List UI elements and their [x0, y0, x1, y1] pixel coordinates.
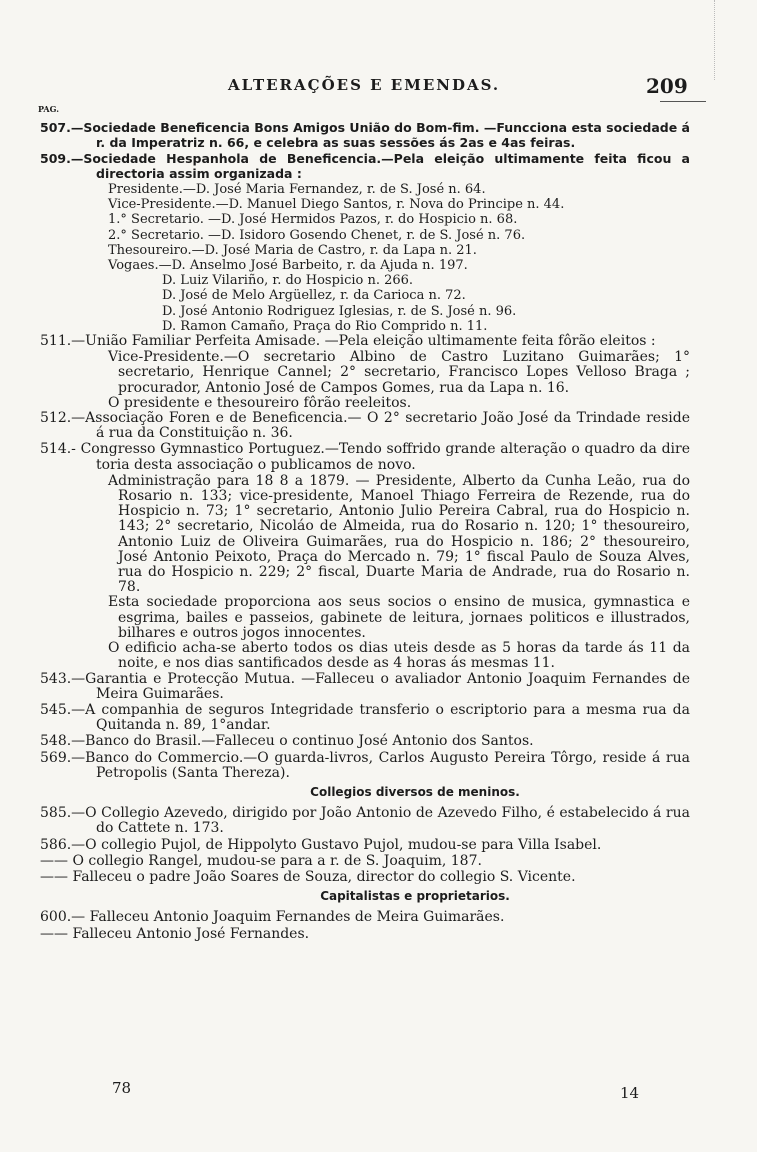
entry-569: 569.—Banco do Commercio.—O guarda-livros, Carlos Augusto Pereira Tôrgo, reside á rua Petropolis (Santa Thereza).	[40, 749, 690, 781]
section-heading-capitalistas: Capitalistas e proprietarios.	[320, 889, 510, 904]
page-content	[30, 120, 690, 943]
entry-512: 512.—Associação Foren e de Beneficencia.— O 2° secretario João José da Trindade reside á rua da Constituição n. 36.	[40, 410, 690, 442]
vogal-line: D. Luiz Vilariño, r. do Hospicio n. 266.	[162, 273, 414, 289]
entry-509: 509.—Sociedade Hespanhola de Beneficencia.—Pela eleição ultimamente feita ficou a directoria assim organizada :	[40, 151, 690, 181]
header-rule	[660, 101, 706, 102]
vogal-line: D. Ramon Camaño, Praça do Rio Comprido n. 11.	[162, 318, 488, 334]
entry-600-cont: —— Falleceu Antonio José Fernandes.	[40, 925, 310, 942]
footer-right-number: 14	[620, 1084, 640, 1102]
edge-marks	[714, 0, 727, 80]
entry-545: 545.—A companhia de seguros Integridade transferio o escriptorio para a mesma rua da Quitanda n. 89, 1°andar.	[40, 701, 690, 734]
directoria-line: 2.° Secretario. —D. Isidoro Gosendo Chenet, r. de S. José n. 76.	[108, 227, 526, 243]
entry-586: 586.—O collegio Pujol, de Hippolyto Gustavo Pujol, mudou-se para Villa Isabel.	[40, 836, 602, 853]
entry-514-para: Esta sociedade proporciona aos seus socios o ensino de musica, gymnastica e esgrima, bailes e passeios, gabinete de leitura, jornaes politicos e illustrados, bilhares e outros jogos innocentes.	[108, 594, 690, 641]
entry-548: 548.—Banco do Brasil.—Falleceu o continuo José Antonio dos Santos.	[40, 733, 534, 750]
vogal-line: D. José Antonio Rodriguez Iglesias, r. de S. José n. 96.	[162, 303, 517, 319]
entry-511-para: Vice-Presidente.—O secretario Albino de Castro Luzitano Guimarães; 1° secretario, Henrique Cannel; 2° secretario, Francisco Lopes Velloso Braga ; procurador, Antonio José de Campos Gomes, rua da Lapa n. 16.	[108, 349, 690, 396]
entry-514: 514.- Congresso Gymnastico Portuguez.—Tendo soffrido grande alteração o quadro da dire toria desta associação o publicamos de novo.	[40, 441, 690, 473]
entry-586-cont: —— O collegio Rangel, mudou-se para a r. de S. Joaquim, 187.	[40, 852, 482, 869]
directoria-line: Vice-Presidente.—D. Manuel Diego Santos, r. Nova do Principe n. 44.	[108, 197, 565, 213]
vogal-line: D. José de Melo Argüellez, r. da Carioca n. 72.	[162, 288, 466, 304]
entry-514-para: O edificio acha-se aberto todos os dias uteis desde as 5 horas da tarde ás 11 da noite, e nos dias santificados desde as 4 horas ás mesmas 11.	[108, 640, 690, 672]
page-number: 209	[646, 74, 688, 98]
footer-left-number: 78	[112, 1079, 132, 1097]
entry-511-para: O presidente e thesoureiro fôrão reeleitos.	[108, 394, 412, 411]
entry-514-para: Administração para 18 8 a 1879. — Presidente, Alberto da Cunha Leão, rua do Rosario n. 133; vice-presidente, Manoel Thiago Ferreira de Rezende, rua do Hospicio n. 73; 1° secretario, Antonio Julio Pereira Cabral, rua do Hospicio n. 143; 2° secretario, Nicoláo de Almeida, rua do Rosario n. 120; 1° thesoureiro, Antonio Luiz de Oliveira Guimarães, rua do Hospicio n. 186; 2° thesoureiro, José Antonio Peixoto, Praça do Mercado n. 79; 1° fiscal Paulo de Souza Alves, rua do Hospicio n. 229; 2° fiscal, Duarte Maria de Andrade, rua do Rosario n. 78.	[108, 472, 690, 596]
directoria-line: Vogaes.—D. Anselmo José Barbeito, r. da Ajuda n. 197.	[108, 258, 468, 274]
entry-543: 543.—Garantia e Protecção Mutua. —Falleceu o avaliador Antonio Joaquim Fernandes de Meira Guimarães.	[40, 670, 690, 702]
entry-585: 585.—O Collegio Azevedo, dirigido por João Antonio de Azevedo Filho, é estabelecido á rua do Cattete n. 173.	[40, 805, 690, 837]
entry-586-cont: —— Falleceu o padre João Soares de Souza, director do collegio S. Vicente.	[40, 868, 576, 885]
entry-511: 511.—União Familiar Perfeita Amisade. —Pela eleição ultimamente feita fôrão eleitos :	[40, 333, 656, 350]
page-title: ALTERAÇÕES E EMENDAS.	[228, 76, 501, 94]
entry-507: 507.—Sociedade Beneficencia Bons Amigos União do Bom-fim. —Funcciona esta sociedade á r. da Imperatriz n. 66, e celebra as suas sessões ás 2as e 4as feiras.	[40, 120, 690, 150]
section-heading-collegios: Collegios diversos de meninos.	[310, 784, 520, 799]
directoria-line: 1.° Secretario. —D. José Hermidos Pazos, r. do Hospicio n. 68.	[108, 212, 518, 228]
entry-600: 600.— Falleceu Antonio Joaquim Fernandes de Meira Guimarães.	[40, 909, 505, 926]
directoria-line: Presidente.—D. José Maria Fernandez, r. de S. José n. 64.	[108, 182, 486, 197]
directoria-line: Thesoureiro.—D. José Maria de Castro, r. da Lapa n. 21.	[108, 242, 477, 258]
pag-label: PAG.	[38, 104, 59, 114]
